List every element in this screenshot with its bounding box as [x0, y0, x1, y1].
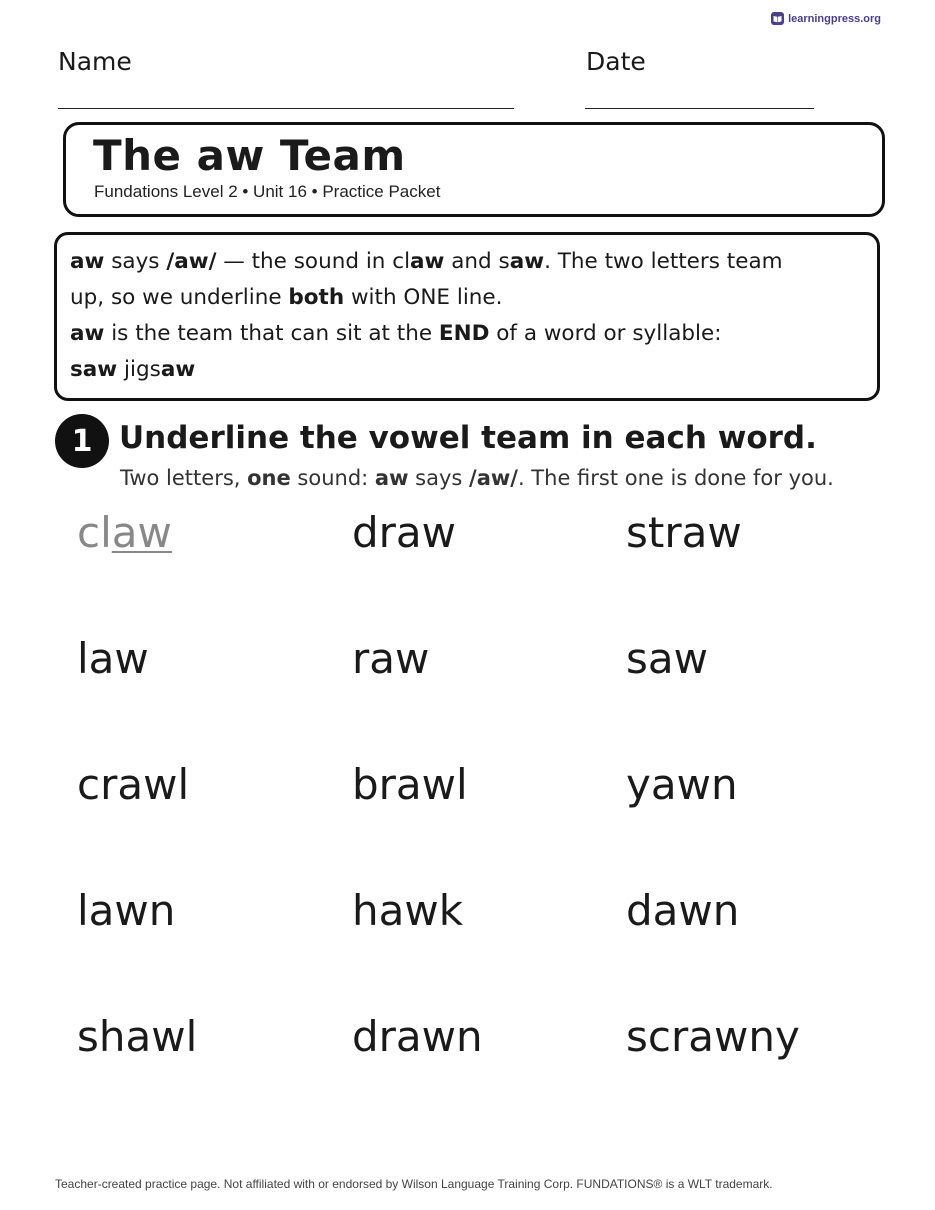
- name-line[interactable]: [58, 108, 514, 109]
- word-item[interactable]: raw: [352, 634, 430, 683]
- brand-logo: [771, 12, 881, 25]
- word-item[interactable]: scrawny: [626, 1012, 800, 1061]
- book-icon: [771, 12, 784, 25]
- step-number-badge: 1: [55, 414, 109, 468]
- word-item[interactable]: hawk: [352, 886, 464, 935]
- word-item[interactable]: dawn: [626, 886, 740, 935]
- word-item[interactable]: draw: [352, 508, 457, 557]
- word-item[interactable]: drawn: [352, 1012, 483, 1061]
- word-item[interactable]: saw: [626, 634, 708, 683]
- title-box: [63, 122, 885, 217]
- rule-line-2: up, so we underline both with ONE line.: [70, 285, 503, 310]
- rule-line-3: aw is the team that can sit at the END of a word or syllable:: [70, 321, 722, 346]
- word-item[interactable]: lawn: [77, 886, 176, 935]
- word-item[interactable]: brawl: [352, 760, 468, 809]
- page-subtitle: Fundations Level 2 • Unit 16 • Practice Packet: [94, 182, 441, 201]
- name-label: Name: [58, 47, 132, 76]
- page-title: The aw Team: [93, 131, 406, 180]
- word-item[interactable]: law: [77, 634, 149, 683]
- brand-text: learningpress.org: [788, 12, 881, 25]
- date-line[interactable]: [585, 108, 814, 109]
- word-example[interactable]: claw: [77, 508, 172, 557]
- word-item[interactable]: yawn: [626, 760, 738, 809]
- word-item[interactable]: crawl: [77, 760, 190, 809]
- rule-line-4: saw jigsaw: [70, 357, 196, 382]
- rule-box: [54, 232, 880, 401]
- word-item[interactable]: shawl: [77, 1012, 198, 1061]
- footer-disclaimer: Teacher-created practice page. Not affiliated with or endorsed by Wilson Language Training Corp. FUNDATIONS® is a WLT trademark.: [55, 1177, 773, 1191]
- step-instructions: Two letters, one sound: aw says /aw/. The first one is done for you.: [120, 466, 834, 490]
- date-label: Date: [586, 47, 646, 76]
- example-underlined-team: aw: [111, 508, 172, 557]
- step-title: Underline the vowel team in each word.: [119, 420, 817, 456]
- rule-line-1: aw says /aw/ — the sound in claw and saw. The two letters team: [70, 249, 783, 274]
- word-item[interactable]: straw: [626, 508, 742, 557]
